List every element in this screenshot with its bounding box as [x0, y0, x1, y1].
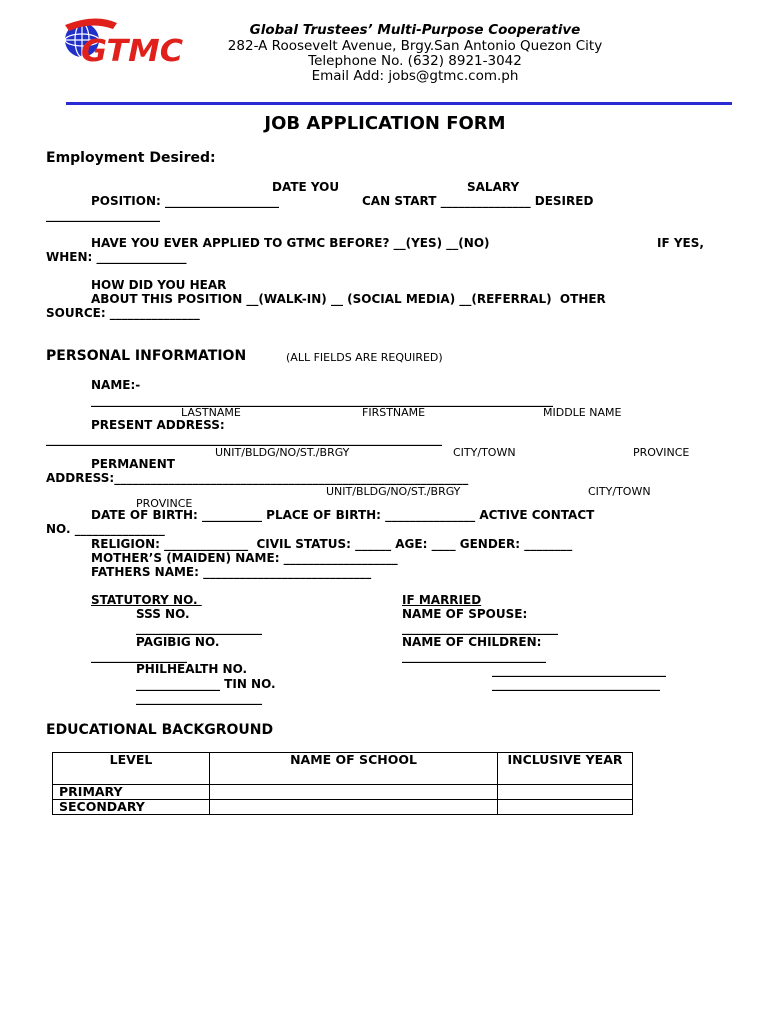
sss-field[interactable]: _____________________: [136, 621, 262, 635]
pagibig-field[interactable]: ________________: [91, 649, 187, 663]
position-field[interactable]: POSITION: ___________________: [91, 194, 279, 208]
lastname-caption: LASTNAME: [181, 406, 241, 419]
name-field[interactable]: _____________________________________________________________________________: [91, 393, 553, 407]
secondary-school-cell[interactable]: [210, 800, 498, 815]
children-label: NAME OF CHILDREN:: [402, 635, 542, 649]
firstname-caption: FIRSTNAME: [362, 406, 426, 419]
children-field-2[interactable]: _____________________________: [492, 663, 666, 677]
source-field[interactable]: SOURCE: _______________: [46, 306, 200, 320]
year-header: INCLUSIVE YEAR: [498, 753, 633, 785]
middlename-caption: MIDDLE NAME: [543, 406, 622, 419]
org-phone: Telephone No. (632) 8921-3042: [308, 53, 522, 69]
education-heading: EDUCATIONAL BACKGROUND: [46, 722, 274, 738]
contact-no-field[interactable]: NO. _______________: [46, 522, 165, 536]
statutory-heading: STATUTORY NO.: [91, 593, 202, 607]
personal-heading: PERSONAL INFORMATION: [46, 348, 247, 364]
primary-year-cell[interactable]: [498, 785, 633, 800]
svg-text:GTMC: GTMC: [81, 34, 183, 69]
city-caption-2: CITY/TOWN: [588, 485, 651, 498]
permanent-address-field[interactable]: ADDRESS:___________________________________________________________: [46, 471, 469, 485]
logo-icon: [55, 17, 187, 69]
education-table: [52, 752, 633, 815]
org-name: Global Trustees’ Multi-Purpose Cooperative: [249, 22, 581, 38]
desired-salary-field[interactable]: ___________________: [46, 208, 160, 222]
primary-school-cell[interactable]: [210, 785, 498, 800]
how-heard-label: HOW DID YOU HEAR: [91, 278, 227, 292]
religion-status-field[interactable]: RELIGION: ______________ CIVIL STATUS: ______ AGE: ____ GENDER: ________: [91, 537, 573, 551]
dob-pob-field[interactable]: DATE OF BIRTH: __________ PLACE OF BIRTH: _______________ ACTIVE CONTACT: [91, 508, 595, 522]
permanent-label: PERMANENT: [91, 457, 175, 471]
tin-blank-field[interactable]: _____________________: [136, 691, 262, 705]
start-date-field[interactable]: CAN START _______________ DESIRED: [362, 194, 594, 208]
header-divider: [66, 102, 732, 105]
mother-name-field[interactable]: MOTHER’S (MAIDEN) NAME: ___________________: [91, 551, 398, 565]
pagibig-label: PAGIBIG NO.: [136, 635, 220, 649]
name-label: NAME:-: [91, 378, 141, 392]
sss-label: SSS NO.: [136, 607, 190, 621]
province-caption-2: PROVINCE: [136, 497, 193, 510]
unit-caption-1: UNIT/BLDG/NO/ST./BRGY: [215, 446, 350, 459]
secondary-year-cell[interactable]: [498, 800, 633, 815]
org-address: 282-A Roosevelt Avenue, Brgy.San Antonio Quezon City: [227, 38, 603, 54]
applied-before-question[interactable]: HAVE YOU EVER APPLIED TO GTMC BEFORE? __(YES) __(NO): [91, 236, 490, 250]
if-yes-label: IF YES,: [657, 236, 704, 250]
married-heading: IF MARRIED: [402, 593, 482, 607]
secondary-level: SECONDARY: [53, 800, 210, 815]
province-caption-1: PROVINCE: [633, 446, 690, 459]
children-field-3[interactable]: ____________________________: [492, 677, 660, 691]
present-address-field[interactable]: __________________________________________________________________: [46, 432, 442, 446]
unit-caption-2: UNIT/BLDG/NO/ST./BRGY: [326, 485, 461, 498]
spouse-field[interactable]: __________________________: [402, 621, 558, 635]
father-name-field[interactable]: FATHERS NAME: ____________________________: [91, 565, 372, 579]
school-header: NAME OF SCHOOL: [210, 753, 498, 785]
primary-level: PRIMARY: [53, 785, 210, 800]
present-address-label: PRESENT ADDRESS:: [91, 418, 225, 432]
employment-heading: Employment Desired:: [46, 150, 216, 166]
source-options[interactable]: ABOUT THIS POSITION __(WALK-IN) __ (SOCIAL MEDIA) __(REFERRAL) OTHER: [91, 292, 606, 306]
tin-field[interactable]: ______________ TIN NO.: [136, 677, 276, 691]
salary-label: SALARY: [467, 180, 520, 194]
form-title: JOB APPLICATION FORM: [264, 113, 506, 134]
spouse-label: NAME OF SPOUSE:: [402, 607, 528, 621]
level-header: LEVEL: [53, 753, 210, 785]
when-field[interactable]: WHEN: _______________: [46, 250, 187, 264]
philhealth-label: PHILHEALTH NO.: [136, 662, 248, 676]
org-email: Email Add: jobs@gtmc.com.ph: [311, 68, 519, 84]
personal-note: (ALL FIELDS ARE REQUIRED): [286, 351, 443, 364]
children-field[interactable]: ________________________: [402, 649, 546, 663]
city-caption-1: CITY/TOWN: [453, 446, 516, 459]
date-you-label: DATE YOU: [272, 180, 340, 194]
